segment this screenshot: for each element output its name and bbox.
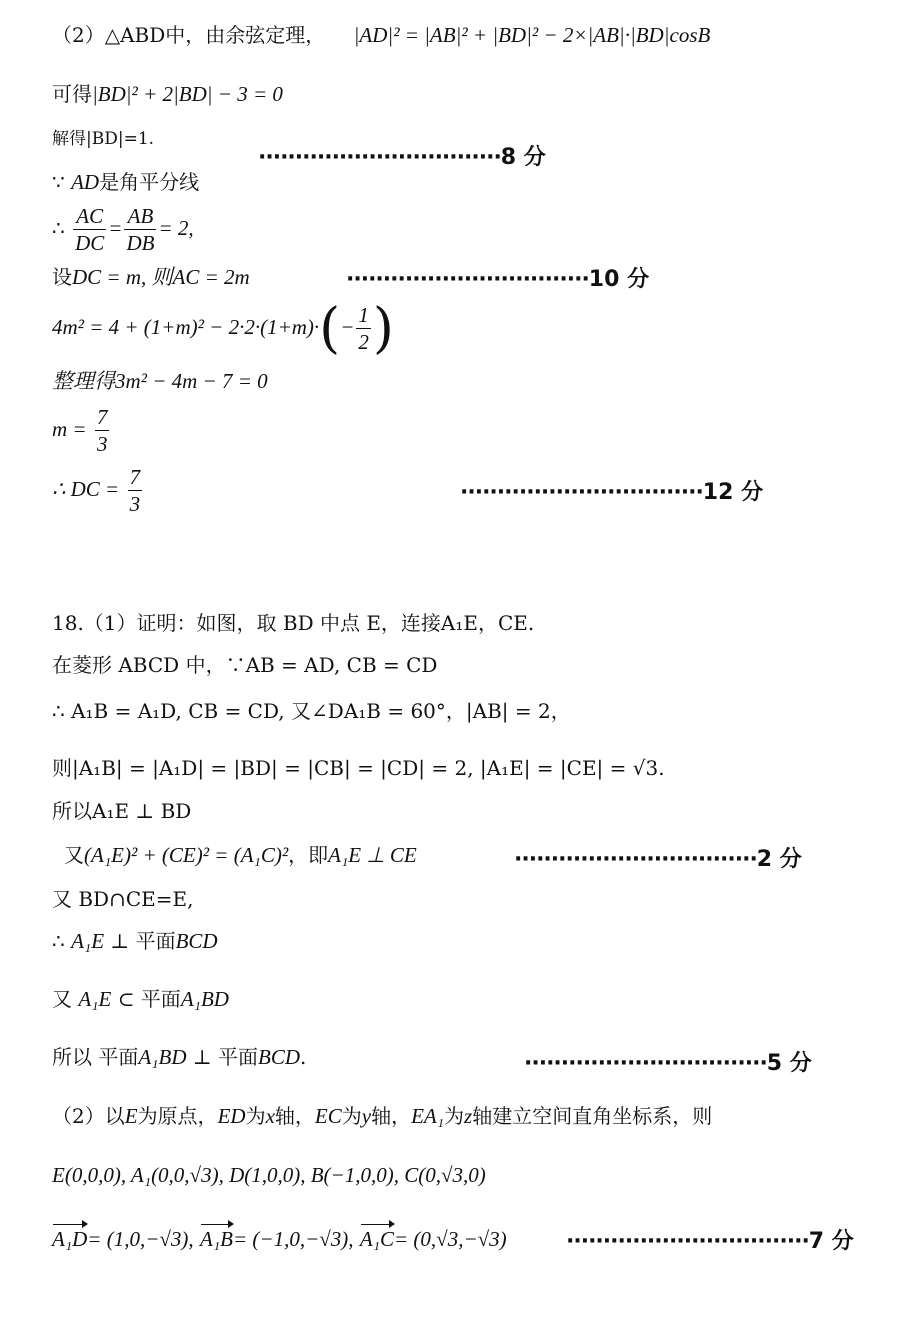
denominator: 2 (358, 330, 369, 354)
numerator: 7 (129, 465, 141, 489)
denominator: DB (126, 231, 155, 255)
line-text: 所以 平面 (52, 1045, 139, 1069)
line-m-value (52, 404, 111, 457)
score-7 (566, 1224, 854, 1255)
math: E (124, 1104, 138, 1128)
math: BCD (258, 1045, 301, 1069)
line-text: ⊥ 平面 (192, 1045, 259, 1069)
line-cosine-law (52, 22, 710, 48)
q18-line-1: 18.（1）证明：如图，取 BD 中点 E，连接A₁E，CE. (52, 611, 535, 635)
q18-line-3: ∴ A₁B = A₁D, CB = CD, 又∠DA₁B = 60°，|AB| = 2， (52, 699, 571, 723)
score-12 (460, 475, 763, 506)
line-text: . (300, 1045, 307, 1069)
vector-a1c: A₁C (360, 1222, 394, 1252)
numerator: 1 (358, 303, 369, 327)
numerator: AC (73, 203, 106, 230)
vector-a1d: A₁D (52, 1222, 87, 1252)
fraction-half (356, 302, 371, 355)
q18-line-4: 则|A₁B| = |A₁D| = |BD| = |CB| = |CD| = 2, |A₁E| = |CE| = √3. (52, 756, 665, 780)
fraction-7-3 (95, 404, 110, 457)
q18-line-6 (64, 842, 417, 868)
line-text: 是角平分线 (99, 170, 200, 194)
line-text: 又 (52, 987, 72, 1011)
score-10 (346, 262, 649, 293)
line-text: 为 (341, 1104, 362, 1128)
math-ad: AD (71, 170, 100, 194)
denominator: DC (75, 231, 105, 255)
line-text: ，即 (288, 843, 329, 867)
formula: E(0,0,0), A₁(0,0,√3), D(1,0,0), B(−1,0,0), C(0,√3,0) (52, 1163, 486, 1187)
line-text: 为原点， (137, 1104, 218, 1128)
therefore-symbol: ∴ (52, 929, 65, 953)
formula: m = (52, 417, 87, 441)
formula: DC = m, 则AC = 2m (72, 265, 250, 289)
line-equation-m: 4m² = 4 + (1+m)² − 2·2·(1+m)·(− $\frac{1}{2}$ ) (52, 296, 394, 360)
score-5 (524, 1046, 812, 1077)
q18-line-7: 又 BD∩CE=E, (52, 887, 194, 911)
line-let-dc (52, 264, 250, 290)
score-label: 7 分 (808, 1229, 854, 1254)
line-text: 可得 (52, 82, 92, 106)
fraction-ab-db (124, 203, 156, 256)
q18-vectors (52, 1222, 507, 1252)
line-ratio: ∴ $\frac{AC}{DC}$ = $\frac{AB}{DB}$ = 2, (52, 204, 194, 255)
vector-a1b: A₁B (200, 1222, 233, 1252)
line-text: ⊂ 平面 (117, 987, 181, 1011)
dot-leader: ································· (460, 480, 703, 505)
line-text: 轴， (371, 1104, 412, 1128)
dot-leader: ································· (258, 145, 501, 170)
q18-part2-setup (52, 1103, 712, 1129)
math: BCD (175, 929, 218, 953)
dot-leader: ································· (524, 1051, 767, 1076)
formula: ∴ DC = (52, 477, 120, 501)
line-text: ⊥ 平面 (110, 929, 176, 953)
line-text: △ABD中，由余弦定理， (104, 23, 326, 47)
q18-line-2: 在菱形 ABCD 中，∵AB = AD, CB = CD (52, 653, 438, 677)
denominator: 3 (96, 432, 108, 456)
formula: 4m² = 4 + (1+m)² − 2·2·(1+m)· (52, 315, 320, 339)
dot-leader: ································· (514, 847, 757, 872)
line-simplify (52, 368, 268, 394)
line-text: 又 (64, 843, 84, 867)
score-2 (514, 842, 802, 873)
q18-line-5: 所以A₁E ⊥ BD (52, 799, 192, 823)
math: x (265, 1104, 275, 1128)
math: EA₁ (411, 1104, 445, 1128)
vector-value: = (0,√3,−√3) (394, 1227, 507, 1251)
line-text: 轴， (274, 1104, 315, 1128)
fraction-ac-dc (73, 203, 106, 256)
line-text: 为 (245, 1104, 266, 1128)
score-label: 12 分 (702, 480, 764, 505)
vector-value: = (1,0,−√3), (87, 1227, 194, 1251)
numerator: AB (124, 203, 156, 230)
math: EC (314, 1104, 342, 1128)
line-text: 为 (444, 1104, 465, 1128)
formula: |BD|² + 2|BD| − 3 = 0 (92, 82, 283, 106)
score-label: 8 分 (500, 145, 546, 170)
line-text: 轴建立空间直角坐标系，则 (472, 1104, 713, 1128)
score-label: 5 分 (766, 1051, 812, 1076)
formula: (A₁E)² + (CE)² = (A₁C)² (84, 843, 289, 867)
part-label: （2）以 (52, 1104, 125, 1128)
score-label: 10 分 (588, 267, 650, 292)
vector-value: = (−1,0,−√3), (232, 1227, 354, 1251)
score-label: 2 分 (756, 847, 802, 872)
formula: |AD|² = |AB|² + |BD|² − 2×|AB|·|BD|cosB (353, 23, 711, 47)
dot-leader: ································· (346, 267, 589, 292)
formula: 整理得3m² − 4m − 7 = 0 (52, 369, 268, 393)
ratio-tail: = 2, (158, 216, 194, 240)
because-symbol: ∵ (52, 170, 65, 194)
denominator: 3 (129, 492, 141, 516)
formula: A₁E ⊥ CE (328, 843, 417, 867)
math: A₁BD (180, 987, 229, 1011)
dot-leader: ································· (566, 1229, 809, 1254)
therefore-symbol: ∴ (52, 216, 65, 240)
q18-line-10 (52, 1044, 306, 1070)
math: A₁E (78, 987, 112, 1011)
math: ED (217, 1104, 246, 1128)
numerator: 7 (96, 405, 108, 429)
score-8 (258, 140, 546, 171)
q18-line-9 (52, 986, 229, 1012)
math: A₁E (71, 929, 105, 953)
math: y (361, 1104, 372, 1128)
math: z (464, 1104, 473, 1128)
line-quadratic-bd (52, 81, 283, 107)
line-text: 设 (52, 265, 72, 289)
q18-coordinates (52, 1162, 486, 1188)
line-angle-bisector (52, 169, 199, 195)
line-dc-value (52, 464, 144, 517)
q18-line-8 (52, 928, 218, 954)
part-label: （2） (52, 23, 105, 47)
fraction-7-3 (128, 464, 143, 517)
math: A₁BD (138, 1045, 187, 1069)
line-solve-bd: 解得|BD|=1. (52, 129, 155, 149)
